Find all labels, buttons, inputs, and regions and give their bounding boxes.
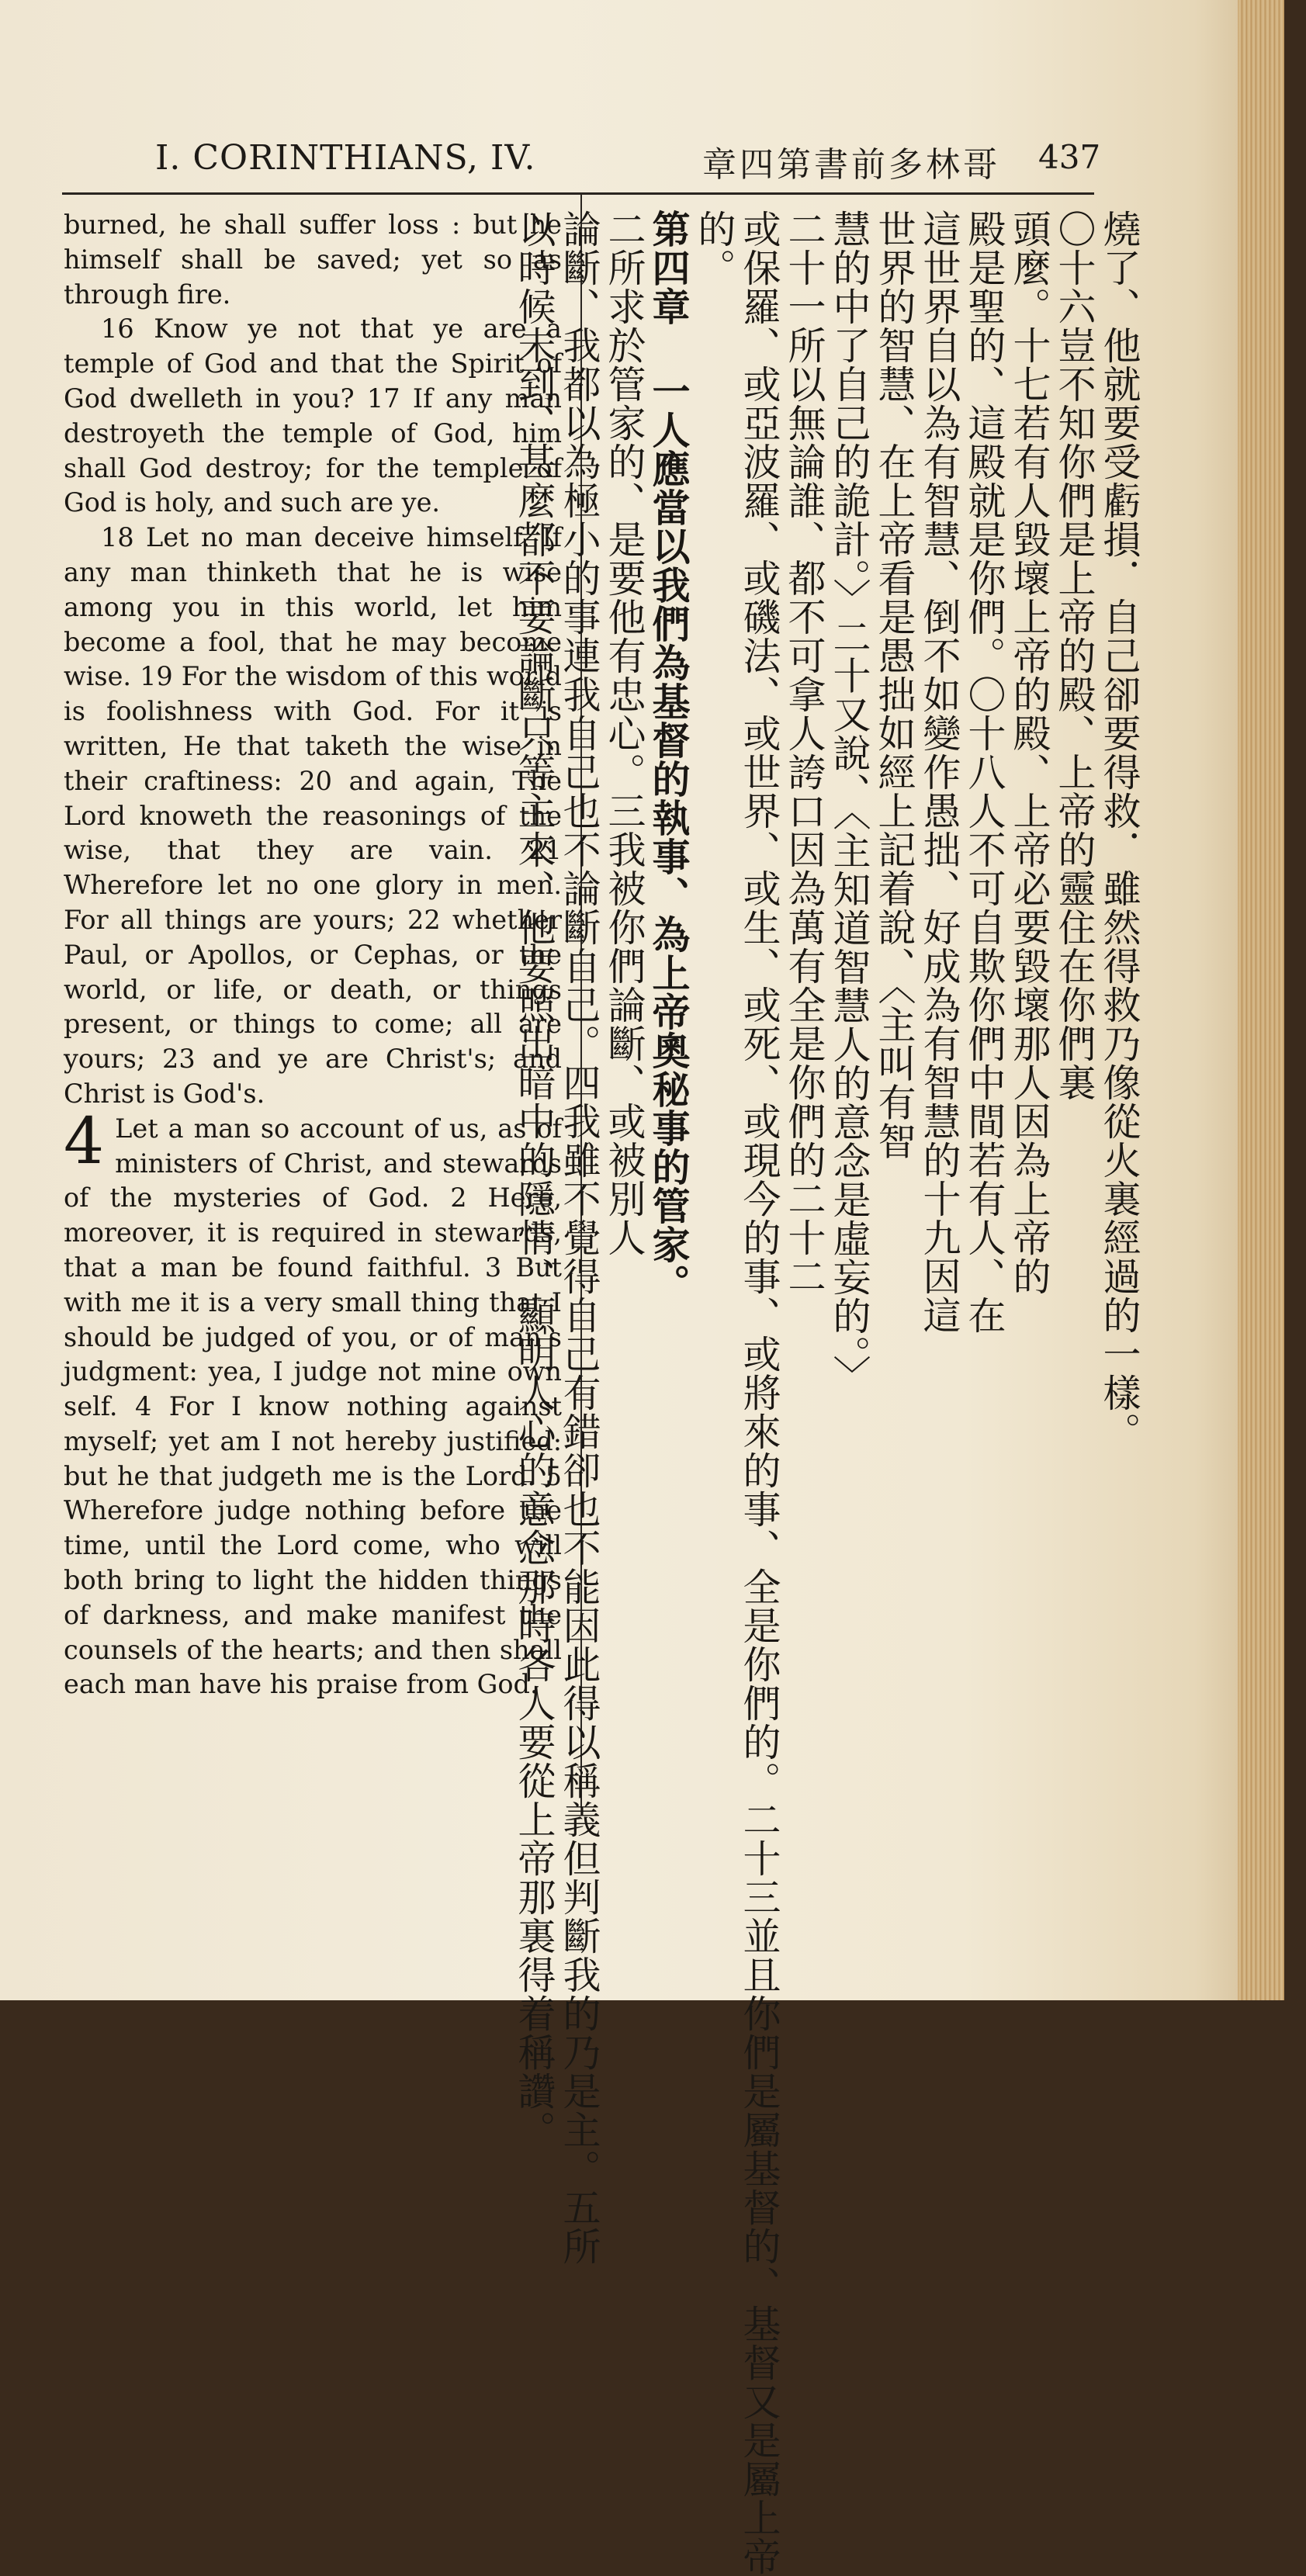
header-rule (62, 192, 1094, 195)
chinese-column: 世界的智慧、在上帝看是愚拙如經上記着說、〈主叫有智 (872, 209, 916, 1161)
english-paragraph: 16 Know ye not that ye are a temple of God and that the Spirit of God dwelleth in you? 17 If any man destroyeth the temple of God, him shall God destroy; for the temple of God is holy, and such are ye. (64, 313, 562, 518)
chinese-column: 慧的中了自己的詭計。〉二十又說、〈主知道智慧人的意念是虛妄的。〉 (827, 209, 871, 1394)
chapter-drop-number: 4 (64, 1104, 105, 1179)
chinese-column: 以時候未到、甚麼都不要論斷只等主來、他要照出暗中的隱情、顯明人心的意念那時各人要從上帝那裏得着稱讚。 (512, 209, 556, 2149)
chinese-column: 論斷、我都以為極小的事連我自己也不論斷自己。四我雖不覺得自己有錯卻也不能因此得以稱義但判斷我的乃是主。五所 (557, 209, 601, 2266)
chinese-title: 章四第書前多林哥 (702, 145, 1000, 185)
english-paragraph: burned, he shall suffer loss : but he himself shall be saved; yet so as through fire. (64, 209, 562, 310)
chinese-column: 這世界自以為有智慧、倒不如變作愚拙、好成為有智慧的十九因這 (917, 209, 961, 1335)
chapter-text: Let a man so account of us, as of ministers of Christ, and stewards of the mysteries of God. 2 Here, moreover, it is required in stewards, that a man be found faithful. 3 But with me it is a very small thing that I should be judged of you, or of man's judgment: yea, I judge not mine own self. 4 For I know nothing against myself; yet am I not hereby justified: but he that judgeth me is the Lord. 5 Wherefore judge nothing before the time, until the Lord come, who will both bring to light the hidden things of darkness, and make manifest the counsels of the hearts; and then shall each man have his praise from God. (64, 1113, 562, 1700)
chapter-paragraph (64, 1104, 562, 1703)
chinese-column: 〇十六豈不知你們是上帝的殿、上帝的靈住在你們裏 (1052, 209, 1096, 1102)
book-title: I. CORINTHIANS, IV. (155, 138, 536, 178)
chinese-column: 二所求於管家的、是要他有忠心。三我被你們論斷、或被別人 (602, 209, 646, 1257)
chinese-column: 頭麼。十七若有人毀壞上帝的殿、上帝必要毀壞那人因為上帝的 (1007, 209, 1051, 1296)
english-column (64, 208, 562, 2149)
running-header (54, 132, 1101, 186)
english-paragraph: 18 Let no man deceive himself. If any man thinketh that he is wise among you in this world, let him become a fool, that he may become wise. 19 For the wisdom of this world is foolishness with God. For it is written, He that taketh the wise in their craftiness: 20 and again, The Lord knoweth the reasonings of the wise, that they are vain. 21 Wherefore let no one glory in men. For all things are yours; 22 whether Paul, or Apollos, or Cephas, or the world, or life, or death, or things present, or things to come; all are yours; 23 and ye are Christ's; and Christ is God's. (64, 522, 562, 1109)
page-number: 437 (1038, 138, 1101, 176)
chinese-chapter-column: 第四章 一人應當以我們為基督的執事、為上帝奧秘事的管家。 (646, 209, 691, 1303)
chinese-column: 燒了、他就要受虧損．自己卻要得救．雖然得救乃像從火裏經過的一樣。 (1097, 209, 1141, 1451)
page-edge (1238, 0, 1284, 2000)
chinese-column: 或保羅、或亞波羅、或磯法、或世界、或生、或死、或現今的事、或將來的事、全是你們的。二十三並且你們是屬基督的、基督又是屬上帝 (737, 209, 781, 2576)
chinese-text-area (512, 209, 1141, 2576)
chinese-column: 的。 (692, 209, 736, 287)
chinese-column: 殿是聖的、這殿就是你們。〇十八人不可自欺你們中間若有人、在 (962, 209, 1006, 1335)
chinese-column: 二十一所以無論誰、都不可拿人誇口因為萬有全是你們的二十二 (782, 209, 826, 1296)
